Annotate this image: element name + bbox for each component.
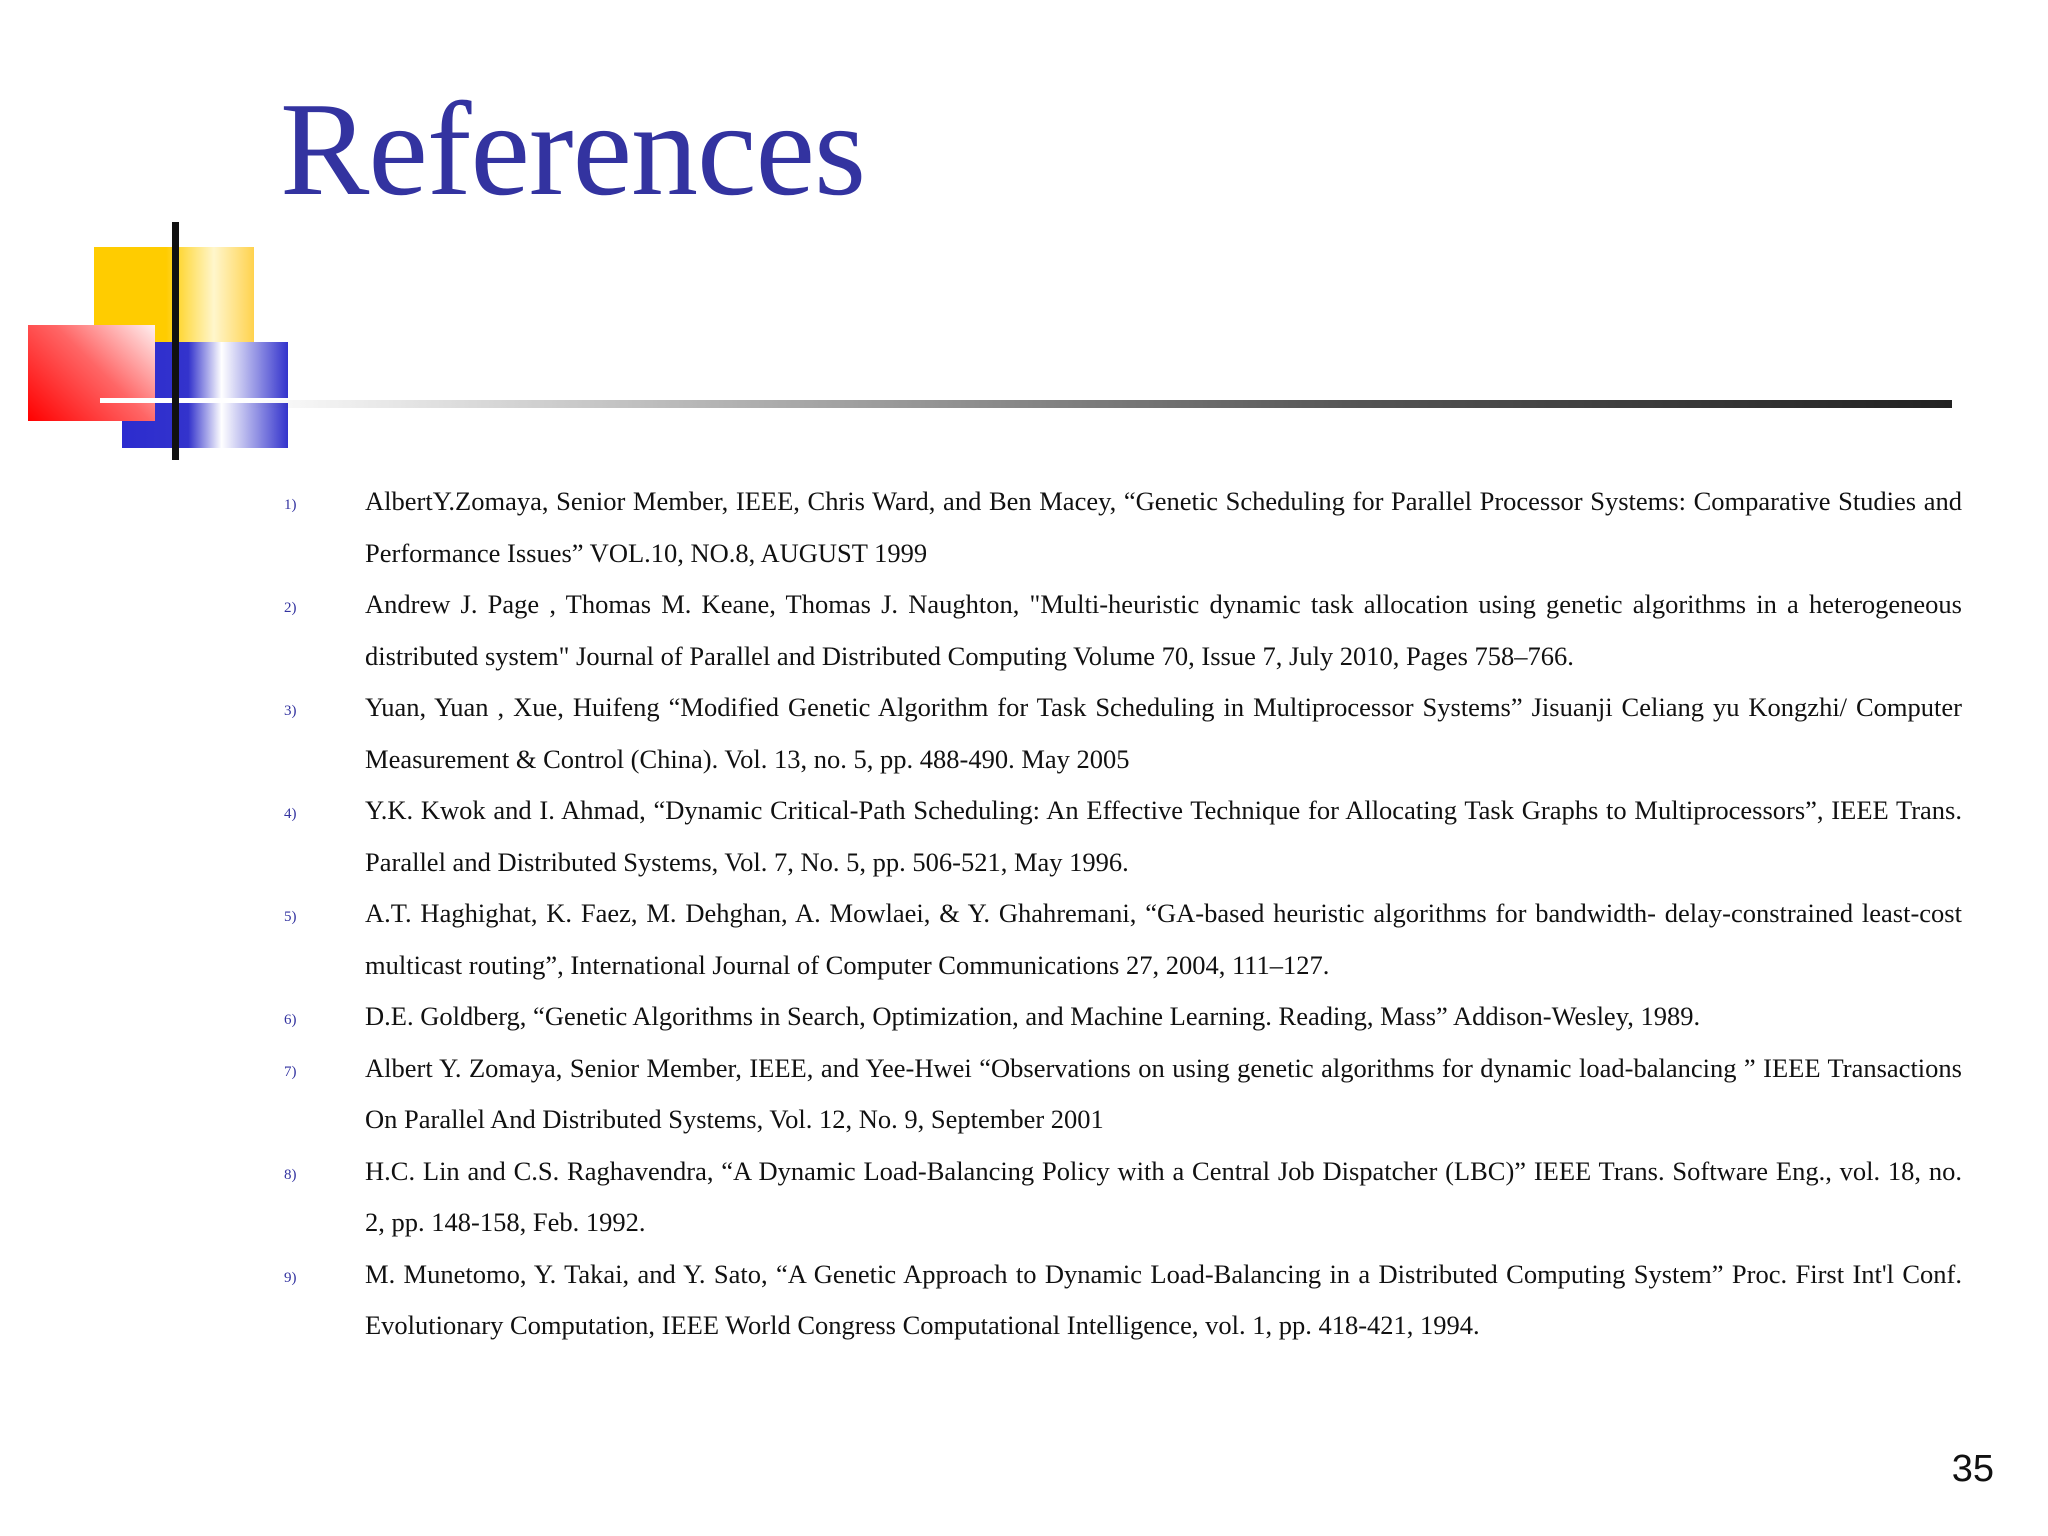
reference-number: 6) [284,1012,297,1028]
page-number: 35 [1951,1448,1994,1490]
reference-item [280,785,1962,888]
reference-number: 2) [284,600,297,616]
reference-item [280,476,1962,579]
reference-number: 1) [284,497,297,513]
reference-text: A.T. Haghighat, K. Faez, M. Dehghan, A. Mowlaei, & Y. Ghahremani, “GA-based heuristic algorithms for bandwidth- delay-constrained least-cost multicast routing”, International Journal of Computer Communications 27, 2004, 111–127. [365,898,1962,980]
reference-text: H.C. Lin and C.S. Raghavendra, “A Dynamic Load-Balancing Policy with a Central Job Dispatcher (LBC)” IEEE Trans. Software Eng., vol. 18, no. 2, pp. 148-158, Feb. 1992. [365,1155,1962,1237]
reference-text: Yuan, Yuan , Xue, Huifeng “Modified Genetic Algorithm for Task Scheduling in Multiprocessor Systems” Jisuanji Celiang yu Kongzhi/ Computer Measurement & Control (China). Vol. 13, no. 5, pp. 488-490. May 2005 [365,692,1962,774]
reference-item [280,1043,1962,1146]
title-divider-rule [240,400,1952,408]
reference-text: AlbertY.Zomaya, Senior Member, IEEE, Chris Ward, and Ben Macey, “Genetic Scheduling for Parallel Processor Systems: Comparative Studies and Performance Issues” VOL.10, NO.8, AUGUST 1999 [365,486,1962,568]
decor-red-square [28,325,155,421]
slide-title: References [280,75,866,223]
reference-text: Albert Y. Zomaya, Senior Member, IEEE, and Yee-Hwei “Observations on using genetic algorithms for dynamic load-balancing ” IEEE Transactions On Parallel And Distributed Systems, Vol. 12, No. 9, September 2001 [365,1052,1962,1134]
reference-list [280,476,1962,1352]
reference-text: Y.K. Kwok and I. Ahmad, “Dynamic Critical-Path Scheduling: An Effective Technique for Allocating Task Graphs to Multiprocessors”, IEEE Trans. Parallel and Distributed Systems, Vol. 7, No. 5, pp. 506-521, May 1996. [365,795,1962,877]
reference-number: 5) [284,909,297,925]
reference-number: 8) [284,1166,297,1183]
reference-item [280,1249,1962,1352]
reference-number: 9) [284,1269,297,1286]
reference-number: 7) [284,1063,297,1080]
reference-item [280,1146,1962,1249]
reference-item [280,991,1962,1043]
reference-text: D.E. Goldberg, “Genetic Algorithms in Search, Optimization, and Machine Learning. Reading, Mass” Addison-Wesley, 1989. [365,1001,1701,1031]
reference-text: Andrew J. Page , Thomas M. Keane, Thomas J. Naughton, "Multi-heuristic dynamic task allocation using genetic algorithms in a heterogeneous distributed system" Journal of Parallel and Distributed Computing Volume 70, Issue 7, July 2010, Pages 758–766. [365,589,1962,671]
reference-text: M. Munetomo, Y. Takai, and Y. Sato, “A Genetic Approach to Dynamic Load-Balancing in a Distributed Computing System” Proc. First Int'l Conf. Evolutionary Computation, IEEE World Congress Computational Intelligence, vol. 1, pp. 418-421, 1994. [365,1258,1962,1340]
reference-number: 4) [284,806,297,822]
reference-item [280,579,1962,682]
decor-vertical-bar [172,222,179,460]
reference-number: 3) [284,703,297,719]
reference-item [280,682,1962,785]
reference-item [280,888,1962,991]
